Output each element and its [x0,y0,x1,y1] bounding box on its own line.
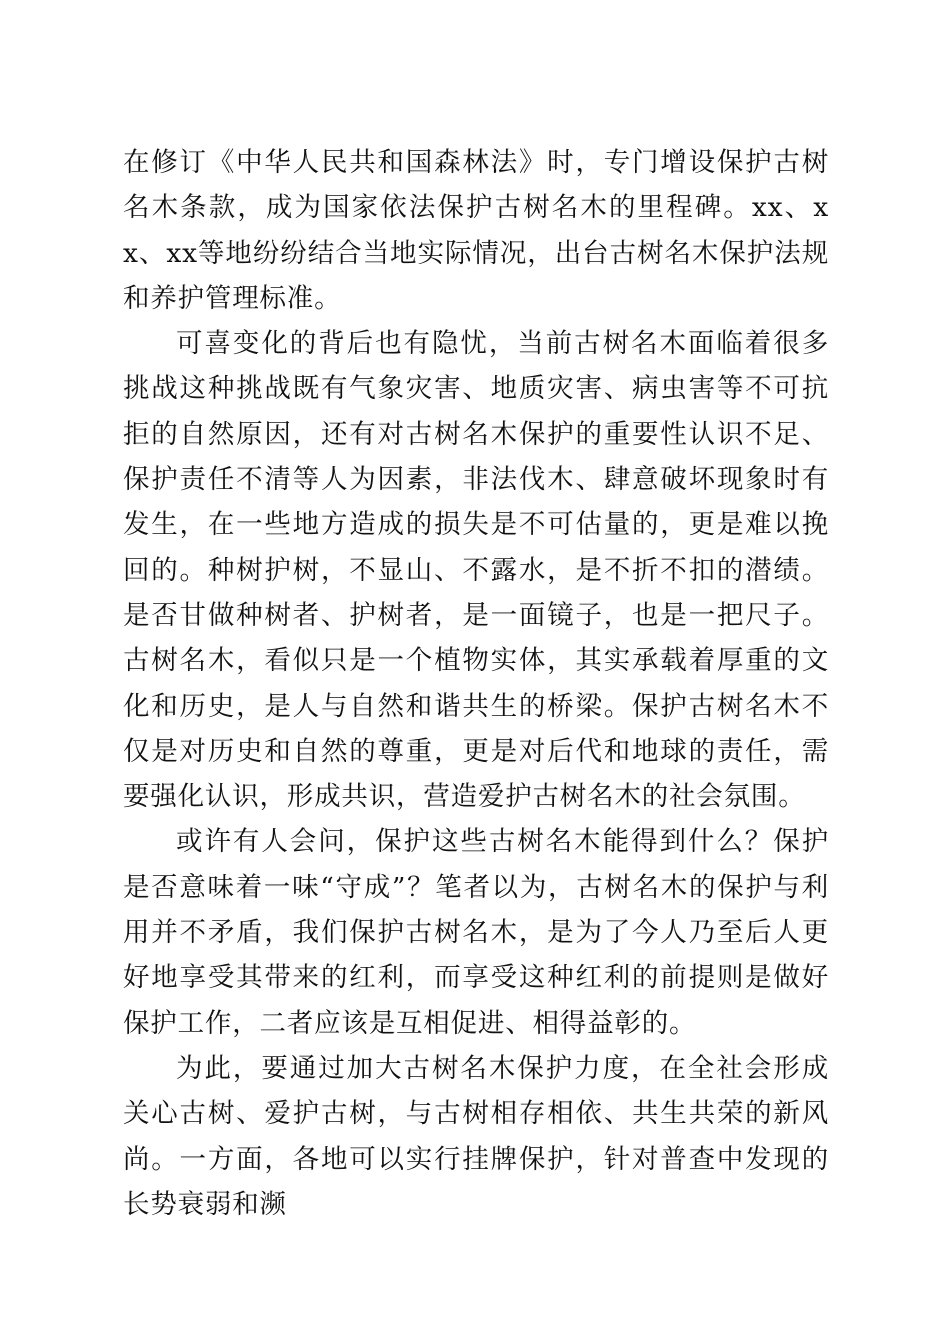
document-body [123,140,829,1227]
paragraph-1: 在修订《中华人民共和国森林法》时，专门增设保护古树名木条款，成为国家依法保护古树名木的里程碑。xx、xx、xx等地纷纷结合当地实际情况，出台古树名木保护法规和养护管理标准。 [123,147,829,314]
paragraph-3: 或许有人会问，保护这些古树名木能得到什么？保护是否意味着一味“守成”？笔者以为，古树名木的保护与利用并不矛盾，我们保护古树名木，是为了今人乃至后人更好地享受其带来的红利，而享受这种红利的前提则是做好保护工作，二者应该是互相促进、相得益彰的。 [123,826,829,1039]
paragraph-2: 可喜变化的背后也有隐忧，当前古树名木面临着很多挑战这种挑战既有气象灾害、地质灾害、病虫害等不可抗拒的自然原因，还有对古树名木保护的重要性认识不足、保护责任不清等人为因素，非法伐木、肆意破坏现象时有发生，在一些地方造成的损失是不可估量的，更是难以挽回的。种树护树，不显山、不露水，是不折不扣的潜绩。是否甘做种树者、护树者，是一面镜子，也是一把尺子。古树名木，看似只是一个植物实体，其实承载着厚重的文化和历史，是人与自然和谐共生的桥梁。保护古树名木不仅是对历史和自然的尊重，更是对后代和地球的责任，需要强化认识，形成共识，营造爱护古树名木的社会氛围。 [123,328,829,813]
paragraph-4: 为此，要通过加大古树名木保护力度，在全社会形成关心古树、爱护古树，与古树相存相依、共生共荣的新风尚。一方面，各地可以实行挂牌保护，针对普查中发现的长势衰弱和濒 [123,1052,829,1220]
